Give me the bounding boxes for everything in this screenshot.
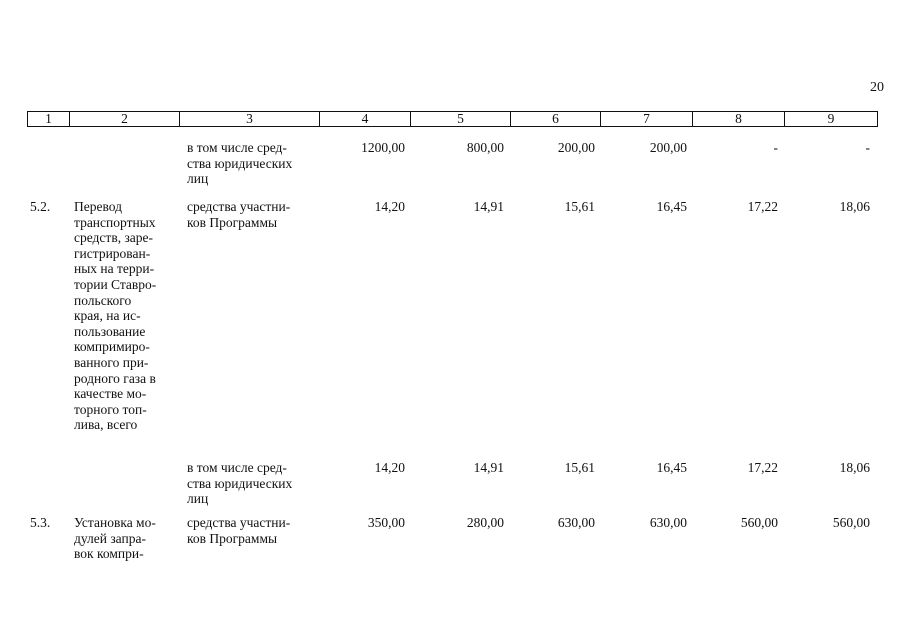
funding-source-line: в том числе сред- [187,140,287,155]
row-name-line: средств, заре- [74,230,154,246]
value-cell: 560,00 [832,515,870,530]
funding-source-line: ков Программы [187,214,278,230]
row-name-line: Перевод [74,199,122,214]
row-name-line: дулей запра- [74,530,146,546]
funding-source-line: ков Программы [187,530,278,546]
row-name-line: ванного при- [74,355,149,370]
value-cell: 800,00 [466,140,504,155]
row-number: 5.2. [30,199,51,214]
value-cell: 630,00 [557,515,595,530]
row-name-line: пользование [74,323,146,339]
row-name-line: Установка мо- [74,515,156,530]
value-cell: 14,20 [374,199,405,214]
row-name-line: транспортных [74,214,156,230]
column-number: 3 [180,112,320,127]
row-name-line: ных на терри- [74,261,155,277]
value-cell: 14,91 [473,199,504,214]
row-name-line: лива, всего [74,417,138,433]
column-number: 2 [70,112,180,127]
value-cell: - [773,140,778,155]
value-cell: 16,45 [656,199,687,214]
funding-source-line: лиц [187,171,209,187]
value-cell: 1200,00 [361,140,405,155]
funding-source-line: ства юридических [187,475,293,491]
value-cell: 630,00 [649,515,687,530]
value-cell: 18,06 [839,199,870,214]
value-cell: 15,61 [564,199,595,214]
value-cell: 17,22 [747,199,778,214]
value-cell: 16,45 [656,460,687,475]
row-name-line: торного топ- [74,401,147,417]
row-name-line: качестве мо- [74,386,147,402]
column-number: 1 [28,112,70,127]
value-cell: 14,91 [473,460,504,475]
row-name-line: родного газа в [74,370,156,386]
row-name-line: польского [74,292,132,308]
column-number: 8 [693,112,785,127]
row-number: 5.3. [30,515,51,530]
funding-source-line: средства участни- [187,515,291,530]
column-number: 4 [320,112,411,127]
row-name-line: вок компри- [74,546,144,562]
column-number: 6 [511,112,601,127]
row-name-line: края, на ис- [74,308,141,324]
row-name-line: гистрирован- [74,245,151,261]
value-cell: 15,61 [564,460,595,475]
row-name-line: тории Ставро- [74,277,157,292]
column-number-header [27,111,878,127]
value-cell: 200,00 [649,140,687,155]
value-cell: 350,00 [367,515,405,530]
value-cell: 560,00 [740,515,778,530]
funding-source-line: лиц [187,491,209,507]
column-number: 7 [601,112,693,127]
row-name-line: компримиро- [74,339,150,355]
funding-source-line: ства юридических [187,155,293,171]
funding-source-line: в том числе сред- [187,460,287,475]
value-cell: 280,00 [466,515,504,530]
column-number: 5 [411,112,511,127]
funding-source-line: средства участни- [187,199,291,214]
value-cell: 200,00 [557,140,595,155]
column-number: 9 [785,112,878,127]
value-cell: 17,22 [747,460,778,475]
value-cell: 18,06 [839,460,870,475]
page-number: 20 [870,80,884,95]
value-cell: - [865,140,870,155]
value-cell: 14,20 [374,460,405,475]
